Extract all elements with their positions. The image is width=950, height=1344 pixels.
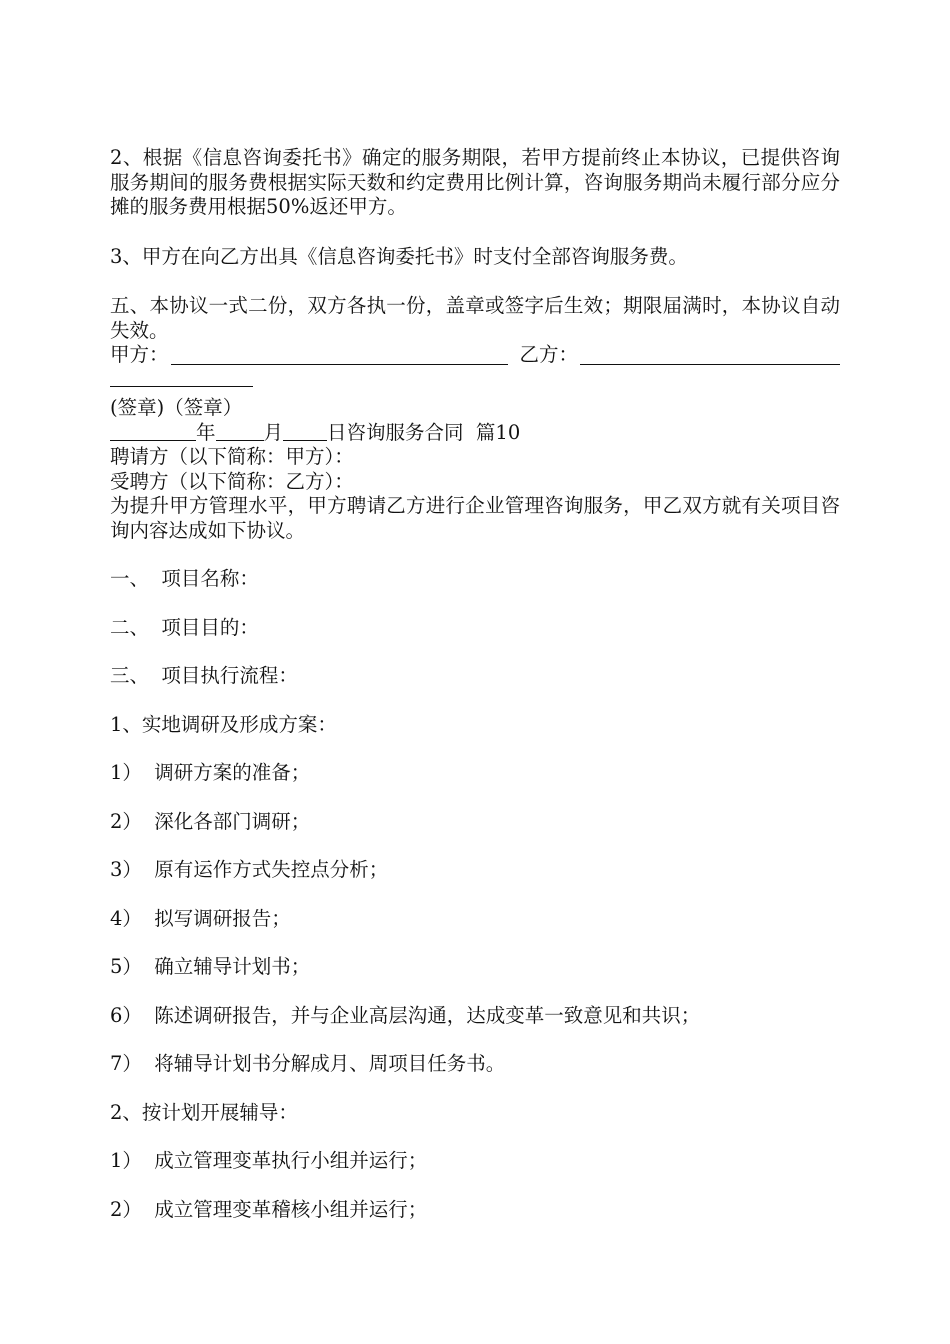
list-item: 1） 成立管理变革执行小组并运行；: [110, 1149, 428, 1172]
section-project-goal: 二、 项目目的：: [110, 615, 259, 639]
list-item: 7） 将辅导计划书分解成月、周项目任务书。: [110, 1052, 506, 1075]
party-a-signature-line: [171, 346, 508, 365]
party-b-label: 乙方：: [519, 343, 579, 366]
date-and-title-line: [110, 421, 840, 446]
signature-line-continuation: [110, 368, 840, 397]
preamble: 为提升甲方管理水平，甲方聘请乙方进行企业管理咨询服务，甲乙双方就有关项目咨询内容达成如下协议。: [110, 494, 840, 542]
list-item: 4） 拟写调研报告；: [110, 906, 291, 930]
month-label: 月: [263, 420, 284, 444]
list-item: 1） 调研方案的准备；: [110, 761, 311, 784]
seal-text: (签章)（签章）: [110, 396, 243, 419]
party-b-signature-line: [580, 346, 840, 365]
day-blank: [283, 422, 327, 441]
employer-line: 聘请方（以下简称：甲方）：: [110, 445, 354, 468]
section-project-process: 三、 项目执行流程：: [110, 664, 298, 687]
clause-3-payment: 3、甲方在向乙方出具《信息咨询委托书》时支付全部咨询服务费。: [110, 244, 688, 268]
signature-row: [110, 343, 840, 368]
section-project-name: 一、 项目名称：: [110, 567, 259, 590]
month-blank: [216, 422, 264, 441]
year-blank: [110, 422, 196, 441]
list-item: 2） 成立管理变革稽核小组并运行；: [110, 1197, 428, 1221]
party-b-signature-line-wrap: [110, 368, 253, 387]
document-page: [110, 146, 840, 1222]
step-2-heading: 2、按计划开展辅导：: [110, 1100, 298, 1124]
list-item: 3） 原有运作方式失控点分析；: [110, 858, 389, 881]
employee-line: 受聘方（以下简称：乙方）：: [110, 469, 354, 493]
clause-5-copies: 五、本协议一式二份，双方各执一份，盖章或签字后生效；期限届满时，本协议自动失效。: [110, 294, 840, 342]
list-item: 5） 确立辅导计划书；: [110, 955, 311, 978]
list-item: 2） 深化各部门调研；: [110, 809, 311, 833]
step-1-heading: 1、实地调研及形成方案：: [110, 712, 337, 736]
clause-2-termination: 2、根据《信息咨询委托书》确定的服务期限，若甲方提前终止本协议，已提供咨询服务期间的服务费根据实际天数和约定费用比例计算，咨询服务期尚未履行部分应分摊的服务费用根据50%返还甲方。: [110, 146, 840, 218]
year-label: 年: [196, 420, 216, 444]
party-a-label: 甲方：: [110, 343, 169, 366]
list-item: 6） 陈述调研报告，并与企业高层沟通，达成变革一致意见和共识；: [110, 1003, 701, 1027]
day-and-contract-title: 日咨询服务合同 篇10: [327, 420, 521, 444]
